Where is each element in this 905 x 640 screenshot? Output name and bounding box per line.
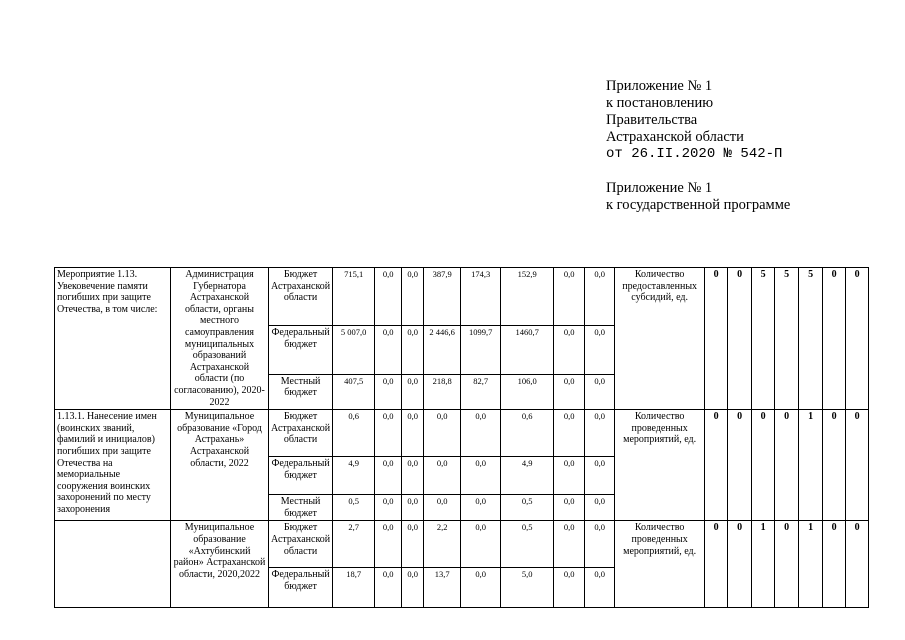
result-cell: 0	[705, 410, 728, 521]
value-cell: 0,0	[585, 268, 615, 326]
value-cell: 0,0	[424, 457, 461, 495]
header-line: Приложение № 1	[606, 180, 713, 196]
result-cell: 5	[775, 268, 799, 410]
budget-source-cell: Федеральный бюджет	[269, 457, 333, 495]
value-cell: 0,6	[501, 410, 554, 457]
result-cell: 0	[705, 268, 728, 410]
value-cell: 0,0	[554, 410, 585, 457]
activity-cell: Мероприятие 1.13. Увековечение памяти погибших при защите Отечества, в том числе:	[55, 268, 171, 410]
result-cell: 0	[823, 521, 846, 608]
result-cell: 1	[799, 410, 823, 521]
value-cell: 0,0	[554, 521, 585, 568]
value-cell: 0,0	[375, 568, 402, 608]
header-line: Приложение № 1	[606, 78, 713, 94]
value-cell: 0,0	[461, 521, 501, 568]
budget-source-cell: Бюджет Астраханской области	[269, 521, 333, 568]
table-row	[55, 268, 869, 326]
header-date-line: от 26.II.2020 № 542-П	[606, 146, 783, 162]
value-cell: 1460,7	[501, 326, 554, 374]
value-cell: 0,0	[402, 495, 424, 521]
value-cell: 0,0	[375, 268, 402, 326]
header-line: Астраханской области	[606, 129, 744, 145]
activity-cell: 1.13.1. Нанесение имен (воинских званий, фамилий и инициалов) погибших при защите Отечества на мемориальные сооружения воинских захоронений по месту захоронения	[55, 410, 171, 521]
value-cell: 0,0	[461, 495, 501, 521]
value-cell: 0,0	[375, 410, 402, 457]
header-line: к постановлению	[606, 95, 714, 111]
value-cell: 0,0	[402, 326, 424, 374]
value-cell: 387,9	[424, 268, 461, 326]
value-cell: 0,0	[375, 495, 402, 521]
value-cell: 0,0	[375, 326, 402, 374]
value-cell: 0,0	[375, 374, 402, 409]
value-cell: 0,0	[461, 568, 501, 608]
value-cell: 13,7	[424, 568, 461, 608]
budget-source-cell: Местный бюджет	[269, 374, 333, 409]
result-cell: 0	[823, 268, 846, 410]
result-cell: 0	[775, 521, 799, 608]
value-cell: 407,5	[333, 374, 375, 409]
result-cell: 0	[823, 410, 846, 521]
value-cell: 0,0	[461, 410, 501, 457]
value-cell: 0,0	[585, 495, 615, 521]
value-cell: 18,7	[333, 568, 375, 608]
budget-source-cell: Местный бюджет	[269, 495, 333, 521]
result-cell: 0	[846, 410, 869, 521]
value-cell: 715,1	[333, 268, 375, 326]
indicator-cell: Количество проведенных мероприятий, ед.	[615, 521, 705, 608]
header-line: к государственной программе	[606, 197, 791, 213]
result-cell: 0	[728, 268, 752, 410]
value-cell: 2,2	[424, 521, 461, 568]
result-cell: 0	[846, 268, 869, 410]
value-cell: 0,5	[333, 495, 375, 521]
value-cell: 0,0	[402, 374, 424, 409]
value-cell: 0,0	[375, 521, 402, 568]
value-cell: 0,0	[554, 568, 585, 608]
value-cell: 0,0	[585, 326, 615, 374]
value-cell: 0,0	[554, 495, 585, 521]
header-line: Правительства	[606, 112, 698, 128]
value-cell: 4,9	[501, 457, 554, 495]
value-cell: 0,0	[554, 457, 585, 495]
executor-cell: Муниципальное образование «Ахтубинский район» Астраханской области, 2020,2022	[171, 521, 269, 608]
value-cell: 2 446,6	[424, 326, 461, 374]
table-row	[55, 410, 869, 457]
result-cell: 0	[752, 410, 775, 521]
result-cell: 5	[752, 268, 775, 410]
value-cell: 0,0	[554, 268, 585, 326]
budget-source-cell: Бюджет Астраханской области	[269, 268, 333, 326]
budget-source-cell: Федеральный бюджет	[269, 568, 333, 608]
value-cell: 0,0	[554, 374, 585, 409]
value-cell: 0,6	[333, 410, 375, 457]
executor-cell: Муниципальное образование «Город Астрахань» Астраханской области, 2022	[171, 410, 269, 521]
result-cell: 1	[799, 521, 823, 608]
value-cell: 0,0	[585, 457, 615, 495]
value-cell: 0,0	[424, 410, 461, 457]
activity-cell	[55, 521, 171, 608]
result-cell: 0	[775, 410, 799, 521]
value-cell: 152,9	[501, 268, 554, 326]
value-cell: 5 007,0	[333, 326, 375, 374]
value-cell: 106,0	[501, 374, 554, 409]
value-cell: 0,0	[424, 495, 461, 521]
value-cell: 82,7	[461, 374, 501, 409]
value-cell: 0,0	[402, 268, 424, 326]
value-cell: 0,0	[585, 374, 615, 409]
budget-source-cell: Федеральный бюджет	[269, 326, 333, 374]
result-cell: 1	[752, 521, 775, 608]
executor-cell: Администрация Губернатора Астраханской области, органы местного самоуправления муниципальных образований Астраханской области (по согласованию), 2020-2022	[171, 268, 269, 410]
program-table	[54, 267, 869, 608]
result-cell: 0	[846, 521, 869, 608]
result-cell: 0	[728, 410, 752, 521]
value-cell: 0,0	[585, 568, 615, 608]
result-cell: 5	[799, 268, 823, 410]
budget-source-cell: Бюджет Астраханской области	[269, 410, 333, 457]
value-cell: 5,0	[501, 568, 554, 608]
value-cell: 0,0	[402, 521, 424, 568]
value-cell: 0,0	[402, 410, 424, 457]
value-cell: 2,7	[333, 521, 375, 568]
value-cell: 0,0	[585, 521, 615, 568]
value-cell: 0,0	[554, 326, 585, 374]
value-cell: 0,5	[501, 521, 554, 568]
value-cell: 174,3	[461, 268, 501, 326]
result-cell: 0	[705, 521, 728, 608]
table-row	[55, 521, 869, 568]
value-cell: 1099,7	[461, 326, 501, 374]
value-cell: 0,5	[501, 495, 554, 521]
indicator-cell: Количество предоставленных субсидий, ед.	[615, 268, 705, 410]
value-cell: 0,0	[585, 410, 615, 457]
value-cell: 218,8	[424, 374, 461, 409]
document-header	[606, 78, 790, 214]
result-cell: 0	[728, 521, 752, 608]
value-cell: 0,0	[402, 568, 424, 608]
value-cell: 4,9	[333, 457, 375, 495]
value-cell: 0,0	[402, 457, 424, 495]
value-cell: 0,0	[461, 457, 501, 495]
indicator-cell: Количество проведенных мероприятий, ед.	[615, 410, 705, 521]
value-cell: 0,0	[375, 457, 402, 495]
